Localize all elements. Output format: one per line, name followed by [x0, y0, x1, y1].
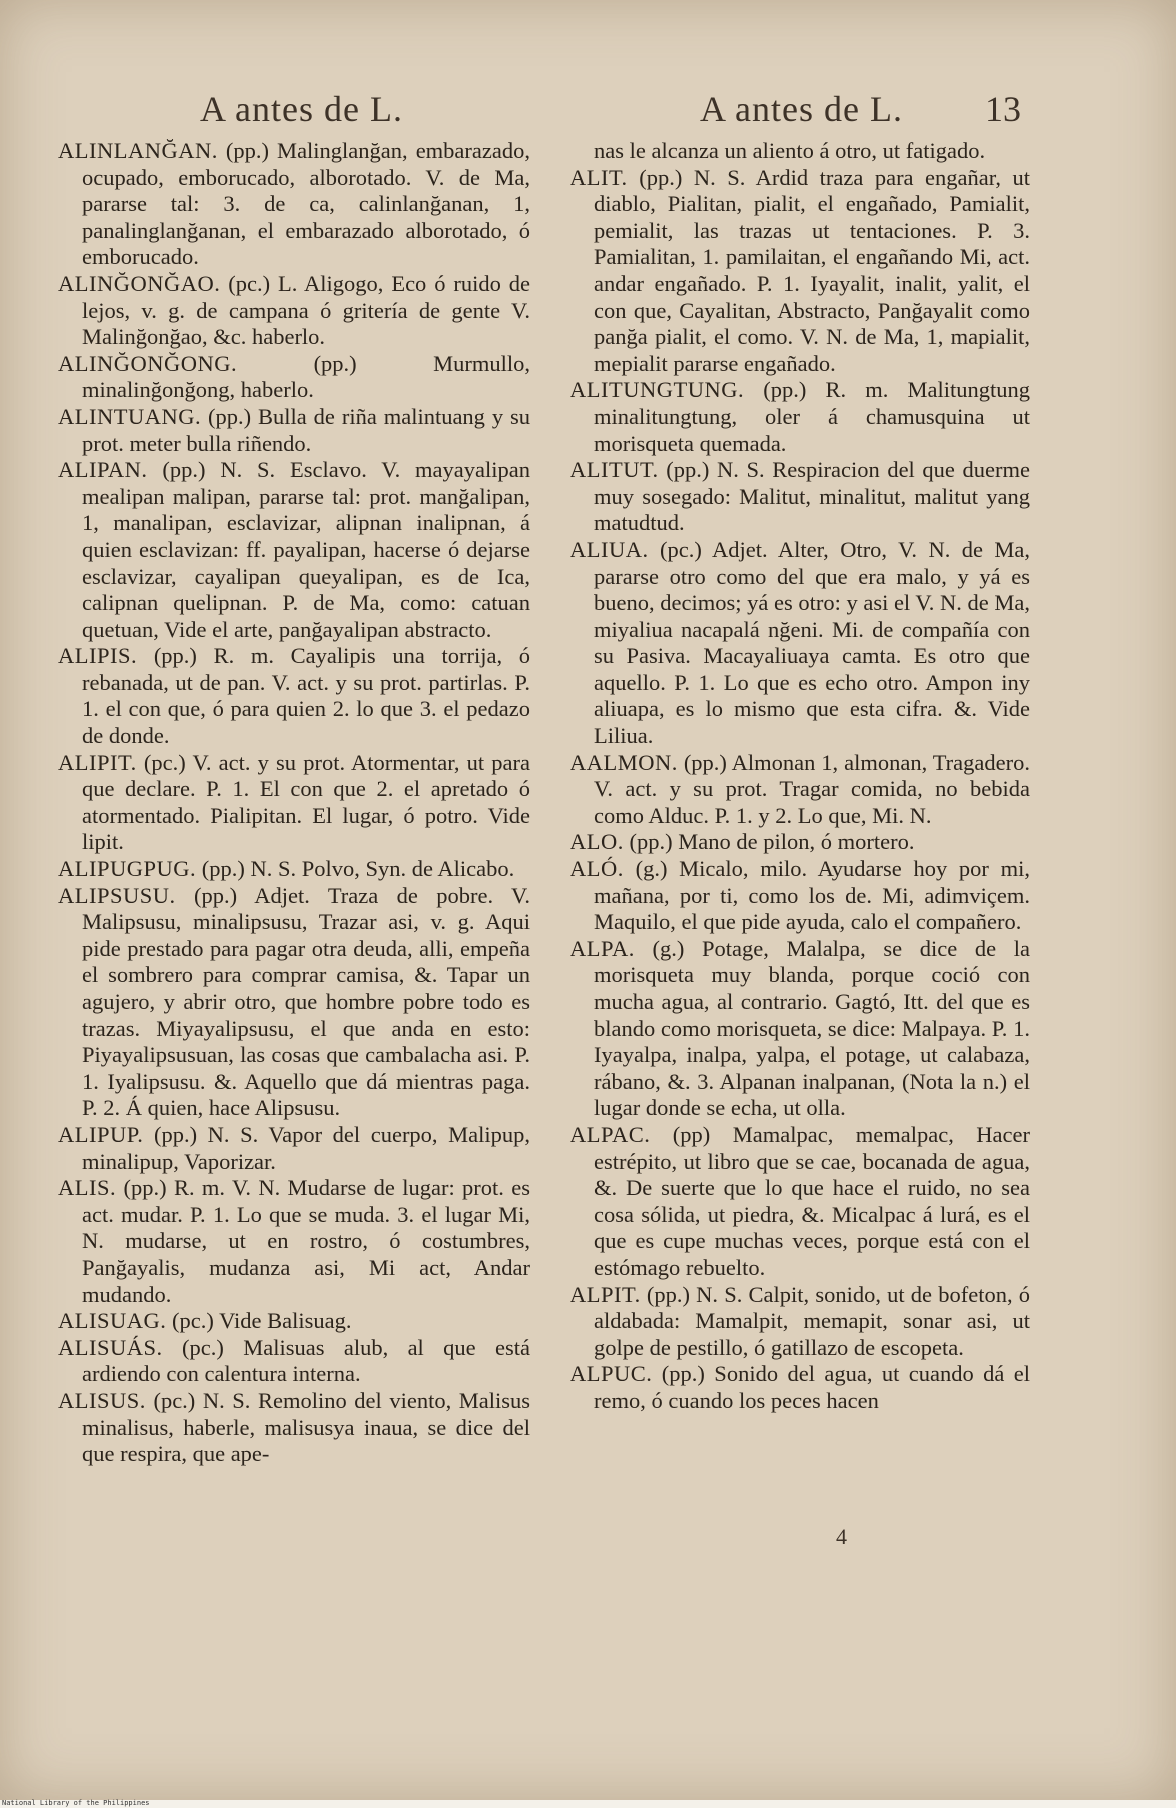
dictionary-entry: [58, 1122, 530, 1175]
entry-definition: (pp.) Adjet. Traza de pobre. V. Malipsusu, minalipsusu, Trazar asi, v. g. Aqui pide prestado para pagar otra deuda, alli, empeña el sombrero para comprar camisa, &. Tapar un agujero, y abrir otro, que hombre pobre todo es trazas. Miyayalipsusu, el que anda en esto: Piyayalipsusuan, las cosas que cambalacha asi. P. 1. Iyalipsusu. &. Aquello que dá mientras paga. P. 2. Á quien, hace Alipsusu.: [82, 882, 531, 1121]
entry-headword: ALIPUGPUG.: [58, 856, 197, 882]
right-column: [570, 138, 1030, 1415]
entry-definition: (pp) Mamalpac, memalpac, Hacer estrépito, ut libro que se cae, bocanada de agua, &. De suerte que lo que hace el ruido, no sea cosa sólida, ut piedra, &. Micalpac á lurá, es el que es cupe muchas veces, porque está con el estómago rebuelto.: [594, 1121, 1031, 1280]
entry-headword: ALITUNGTUNG.: [570, 377, 745, 403]
entry-definition: (pp.) Malinglanğan, embarazado, ocupado, emborucado, alborotado. V. de Ma, pararse tal: 3. de ca, calinlanğanan, 1, panalinglanğanan, el embarazado alborotado, ó emborucado.: [82, 138, 530, 270]
entry-definition: (pp.) R. m. Malitungtung minalitungtung, oler á chamusquina ut morisqueta quemada.: [594, 377, 1030, 456]
dictionary-entry: [570, 1282, 1030, 1362]
dictionary-entry: [58, 271, 530, 351]
entry-definition: nas le alcanza un aliento á otro, ut fatigado.: [594, 138, 986, 163]
entry-headword: ALIPUP.: [58, 1121, 144, 1147]
entry-headword: ALPIT.: [570, 1281, 641, 1307]
entry-headword: ALÓ.: [570, 856, 624, 882]
entry-definition: (pp.) Sonido del agua, ut cuando dá el remo, ó cuando los peces hacen: [594, 1361, 1030, 1413]
dictionary-entry: [58, 351, 530, 404]
entry-headword: ALIPSUSU.: [58, 882, 176, 908]
entry-headword: ALPUC.: [570, 1361, 653, 1387]
entry-headword: ALISUS.: [58, 1387, 146, 1413]
entry-definition: (pp.) Bulla de riña malintuang y su prot. meter bulla riñendo.: [82, 403, 530, 456]
dictionary-entry: [58, 138, 530, 271]
entry-definition: (pp.) N. S. Vapor del cuerpo, Malipup, minalipup, Vaporizar.: [82, 1121, 530, 1174]
dictionary-entry: [58, 750, 530, 856]
entry-headword: ALIT.: [570, 164, 628, 190]
entry-headword: ALIPAN.: [58, 457, 148, 483]
entry-headword: ALO.: [570, 829, 624, 855]
entry-headword: ALIPIT.: [58, 749, 137, 775]
entry-headword: ALIUA.: [570, 536, 649, 562]
dictionary-entry: [58, 856, 530, 883]
entry-definition: (pp.) R. m. V. N. Mudarse de lugar: prot. es act. mudar. P. 1. Lo que se muda. 3. el lugar Mi, N. mudarse, ut en rostro, ó costumbres, Panğayalis, mudanza asi, Mi act, Andar mudando.: [82, 1175, 531, 1307]
signature-mark: 4: [836, 1524, 847, 1549]
entry-headword: ALPA.: [570, 935, 635, 961]
dictionary-entry: [58, 1308, 530, 1335]
dictionary-entry: [58, 883, 530, 1122]
running-head-right: A antes de L.: [700, 89, 903, 129]
dictionary-entry: [570, 750, 1030, 830]
dictionary-entry: [570, 1361, 1030, 1414]
entry-definition: (pp.) Mano de pilon, ó mortero.: [629, 829, 915, 855]
dictionary-entry: [58, 404, 530, 457]
footer-credit: National Library of the Philippines: [2, 1799, 150, 1807]
entry-headword: ALINĞONĞONG.: [58, 350, 238, 376]
entry-definition: (pp.) R. m. Cayalipis una torrija, ó rebanada, ut de pan. V. act. y su prot. partirlas. P. 1. el con que, ó para quien 2. lo que 3. el pedazo de donde.: [82, 643, 530, 749]
entry-headword: ALINTUANG.: [58, 403, 202, 429]
entry-definition: (pc.) Malisuas alub, al que está ardiendo con calentura interna.: [82, 1334, 530, 1387]
dictionary-entry: [570, 856, 1030, 936]
dictionary-entry: [58, 1335, 530, 1388]
dictionary-entry: [570, 377, 1030, 457]
dictionary-entry: [570, 457, 1030, 537]
entry-definition: (pc.) L. Aligogo, Eco ó ruido de lejos, v. g. de campana ó gritería de gente V. Malinğonğao, &c. haberlo.: [82, 270, 531, 350]
entry-headword: ALIS.: [58, 1175, 117, 1201]
dictionary-entry: [570, 1122, 1030, 1282]
dictionary-entry: [58, 1388, 530, 1468]
entry-definition: (pc.) Adjet. Alter, Otro, V. N. de Ma, pararse otro como del que era malo, y yá es bueno, decimos; yá es otro: y asi el V. N. de Ma, miyaliua nacapalá nğeni. Mi. de compañía con su Pasiva. Macayaliuaya camta. Es otro que aquello. P. 1. Lo que es echo otro. Ampon iny aliuapa, es lo mismo que esta cifra. &. Vide Liliua.: [594, 536, 1030, 749]
entry-headword: ALIPIS.: [58, 643, 138, 669]
entry-headword: ALITUT.: [570, 457, 659, 483]
footer: [0, 1800, 1176, 1808]
dictionary-entry: [570, 165, 1030, 378]
entry-definition: (g.) Micalo, milo. Ayudarse hoy por mi, mañana, por ti, como los de. Mi, adimviçem. Maquilo, el que pide ayuda, calo el compañero.: [594, 856, 1030, 935]
dictionary-entry: [58, 1175, 530, 1308]
dictionary-entry: [570, 138, 1030, 165]
dictionary-entry: [570, 829, 1030, 856]
entry-definition: (pp.) Murmullo, minalinğonğong, haberlo.: [82, 350, 530, 403]
page-number: 13: [985, 89, 1021, 129]
entry-headword: ALPAC.: [570, 1121, 651, 1147]
dictionary-entry: [570, 936, 1030, 1122]
entry-definition: (pp.) N. S. Ardid traza para engañar, ut diablo, Pialitan, pialit, el engañado, Pamialit, pemialit, las trazas ut tentaciones. P. 3. Pamialitan, 1. pamilaitan, el engañando Mi, act. andar engañado. P. 1. Iyayalit, inalit, yalit, el con que, Cayalitan, Abstracto, Panğayalit como panğa pialit, el como. V. N. de Ma, 1, mapialit, mepialit pararse engañado.: [594, 164, 1030, 376]
entry-headword: ALISUÁS.: [58, 1334, 163, 1360]
entry-definition: (pc.) Vide Balisuag.: [172, 1308, 352, 1334]
dictionary-entry: [570, 537, 1030, 750]
entry-headword: ALINĞONĞAO.: [58, 270, 221, 296]
entry-definition: (g.) Potage, Malalpa, se dice de la morisqueta muy blanda, porque coció con mucha agua, al contrario. Gagtó, Itt. del que es blando como morisqueta, se dice: Malpaya. P. 1. Iyayalpa, inalpa, yalpa, el potage, ut calabaza, rábano, &. 3. Alpanan inalpanan, (Nota la n.) el lugar donde se echa, ut olla.: [594, 935, 1031, 1121]
entry-definition: (pp.) Almonan 1, almonan, Tragadero. V. act. y su prot. Tragar comida, no bebida como Alduc. P. 1. y 2. Lo que, Mi. N.: [594, 749, 1030, 828]
dictionary-entry: [58, 643, 530, 749]
left-column: [58, 138, 530, 1468]
entry-headword: AALMON.: [570, 749, 678, 775]
entry-definition: (pp.) N. S. Calpit, sonido, ut de bofeton, ó aldabada: Mamalpit, memapit, sonar asi, ut golpe de pestillo, ó gatillazo de escopeta.: [594, 1281, 1031, 1360]
entry-headword: ALINLANĞAN.: [58, 138, 218, 163]
entry-definition: (pc.) N. S. Remolino del viento, Malisus minalisus, haberle, malisusya inaua, se dice del que respira, que ape-: [82, 1387, 531, 1467]
dictionary-entry: [58, 457, 530, 643]
entry-definition: (pp.) N. S. Esclavo. V. mayayalipan mealipan malipan, pararse tal: prot. manğalipan, 1, manalipan, esclavizar, alipnan inalipnan, á quien esclavizan: ff. payalipan, hacerse ó dejarse esclavizar, cayalipan queyalipan, es de Ica, calipnan quelipnan. P. de Ma, como: catuan quetuan, Vide el arte, panğayalipan abstracto.: [82, 457, 530, 642]
entry-definition: (pc.) V. act. y su prot. Atormentar, ut para que declare. P. 1. El con que 2. el apretado ó atormentado. Pialipitan. El lugar, ó potro. Vide lipit.: [82, 749, 530, 855]
entry-definition: (pp.) N. S. Respiracion del que duerme muy sosegado: Malitut, minalitut, malitut yang matudtud.: [594, 457, 1030, 536]
entry-headword: ALISUAG.: [58, 1308, 167, 1334]
running-head-left: A antes de L.: [200, 89, 403, 129]
entry-definition: (pp.) N. S. Polvo, Syn. de Alicabo.: [201, 856, 515, 882]
